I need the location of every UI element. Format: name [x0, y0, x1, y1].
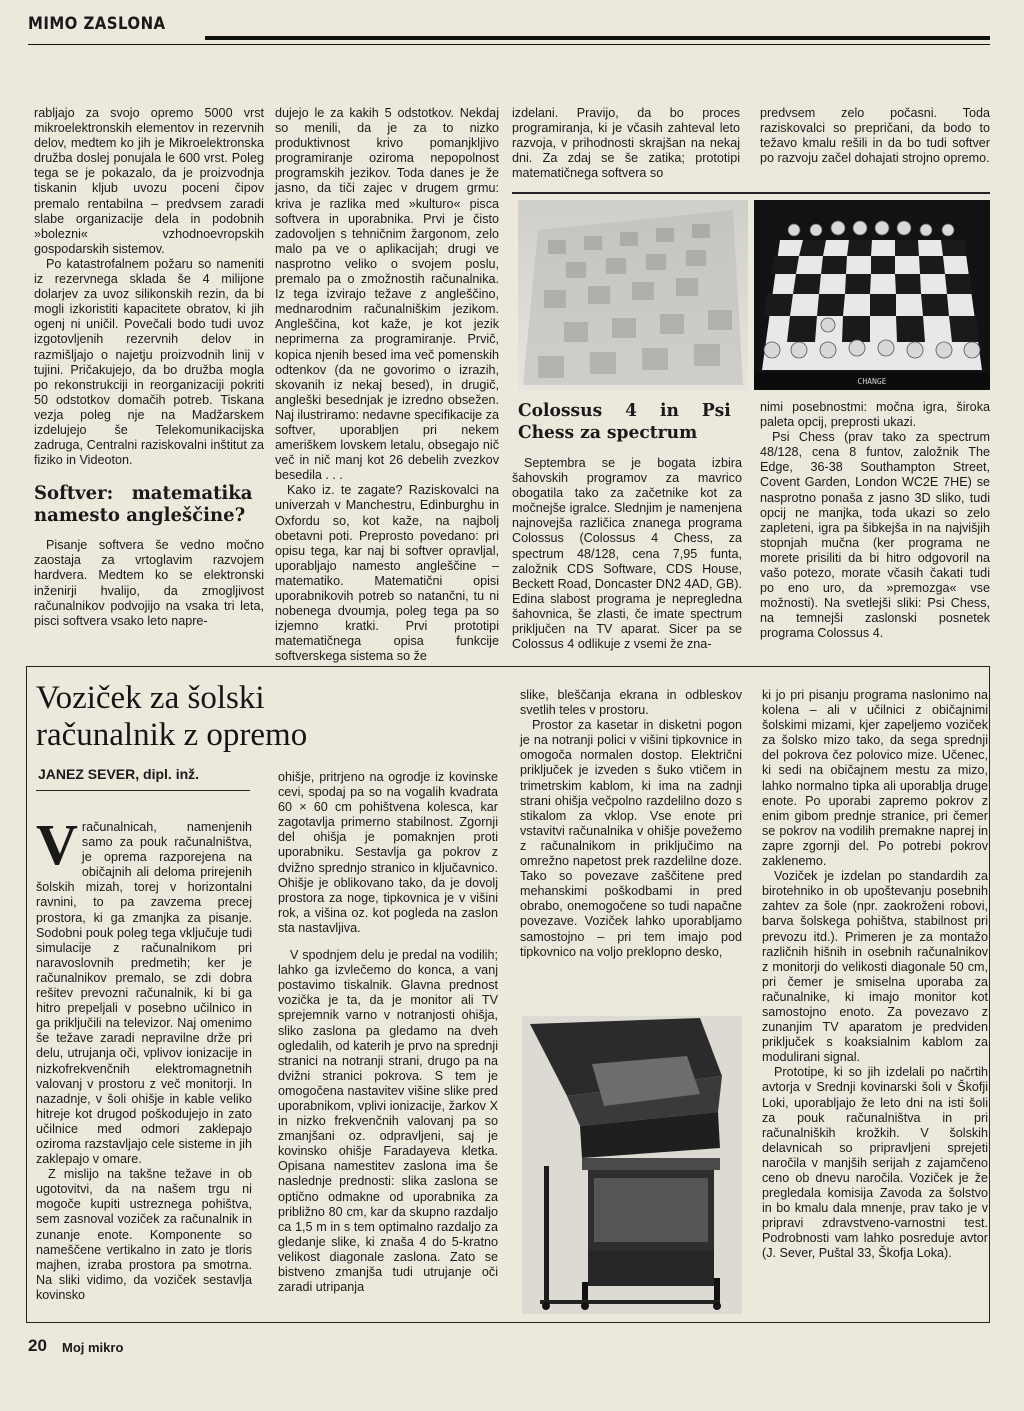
dark-chessboard-image — [754, 200, 990, 390]
colossus-column-continued — [760, 400, 990, 658]
paragraph: izdelani. Pravijo, da bo proces programiranja, ki je včasih zahteval leto razvoja, v prihodnosti skrajšan na nekaj dni. Za zdaj se še zatika; prototipi matematičnega softvera so — [512, 106, 740, 181]
paragraph: slike, bleščanja ekrana in odbleskov svetlih teles v prostoru. — [520, 688, 742, 718]
page-number: 20 — [28, 1336, 47, 1355]
top-column-4 — [760, 106, 990, 184]
paragraph: Septembra se je bogata izbira šahovskih programov za mavrico obogatila tako za začetnike kot za močnejše igralce. Slednjim je namenjena najnovejša različica znanega programa Colossus (Colossus 4 Chess, za spectrum 48/128, cena 7,95 funta, založnik CDS Software, CDS House, Beckett Road, Doncaster DN2 4AD, GB). Edina slabost programa je nepregledna šahovnica, še zlasti, če imate spectrum priključen na TV aparat. Sicer pa se Colossus 4 odlikuje z vsemi že zna- — [512, 456, 742, 652]
paragraph: dujejo le za kakih 5 odstotkov. Nekdaj so menili, da je za to nizko produktivnost krivo pomanjkljivo programiranje oziroma nepopolnost programskih jezikov. Toda danes je že jasno, da tiči zajec v drugem grmu: kriva je razlika med »kulturo« pisca softvera in uporabnika. Prvi je čisto zadovoljen s tehničnim žargonom, zelo malo pa ve o aplikacijah; drugi ve nasprotno veliko o svojem poslu, premalo pa o zmožnostih računalnika. Iz tega izvirajo težave z angleščino, mednarodnim računalniškim jezikom. Angleščina, kot kaže, je kot jezik neprimerna za programiranje. Prvič, kopica njenih besed ima več pomenskih odtenkov (da ne govorimo o izrazih, skovanih iz nekaj besed), in drugič, angleški besednjak je izredno obsežen. Naj ilustriramo: nedavne specifikacije za softver, uporabljen pri nekem ameriškem lovskem letalu, obsegajo nič več in nič manj kot 26 debelih zvezkov besedila . . . — [275, 106, 499, 483]
colossus-4-screenshot — [754, 200, 990, 390]
top-column-1 — [34, 106, 264, 654]
article-title-line2: računalnik z opremo — [36, 717, 308, 753]
box-top-rule — [512, 192, 990, 194]
paragraph: Prototipe, ki so jih izdelali po načrtih avtorja v Srednji kovinarski šoli v Škofji Loki, uporabljajo že leto dni na isti šoli za pouk računalništva in pri računalniških krožkih. V šolskih delavnicah so pripravljeni sprejeti naročila v manjših serijah z zajamčeno ceno ob dnevu naročila. Voziček je že pregledala komisija Zavoda za šolstvo in bo kmalu dala mnenje, prav tako je v pripravi zdravstveno-varnostni test. Podrobnosti vam lahko posreduje avtor (J. Sever, Puštal 33, Škofja Loka). — [762, 1065, 988, 1261]
top-column-2 — [275, 106, 499, 664]
article-column-4 — [762, 688, 988, 1316]
article-column-2 — [278, 770, 498, 1314]
section-title: MIMO ZASLONA — [28, 14, 166, 34]
paragraph: nimi posebnostmi: močna igra, široka paleta opcij, preprosti ukazi. — [760, 400, 990, 430]
paragraph: ohišje, pritrjeno na ogrodje iz kovinske cevi, spodaj pa so na vogalih kvadrata 60 × 60 cm pohištvena kolesca, kar zagotavlja primerno stabilnost. Zgornji del ohišja je pomaknjen proti uporabniku. Sestavlja ga pokrov z dvižno sprednjo stranico in ključavnico. Ohišje je oblikovano tako, da je dovolj prostora za noge, tipkovnica je v višini rok, a višina oz. kot pogleda na zaslon sta nastavljiva. — [278, 770, 498, 935]
article-column-3 — [520, 688, 742, 1008]
softver-heading: Softver: matematika namesto angleščine? — [34, 482, 253, 527]
dropcap: V — [36, 812, 78, 877]
byline-rule — [36, 790, 250, 791]
article-title — [36, 680, 366, 754]
paragraph: predvsem zelo počasni. Toda raziskovalci so prepričani, da bodo to težavo kmalu rešili in da bo tudi softver po razvoju začel dohajati strojno opremo. — [760, 106, 990, 166]
cart-illustration — [522, 1016, 742, 1314]
paragraph — [36, 812, 252, 1167]
colossus-column — [512, 400, 742, 658]
paragraph-text: računalnicah, namenjenih samo za pouk računalništva, je oprema razporejena na običajnih ali deloma prirejenih šolskih mizah, torej v horizontalni ravnini, to pa zavzema precej prostora, ki ga zmanjka za pisanje. Sodobni pouk poleg tega vključuje tudi simulacije z računalnikom pri naravoslovnih predmetih; ker je računalnikov premalo, se zdi dobra rešitev prevozni računalnik, ki bi ga hitro prepeljali v posebno učilnico in ga priključili na televizor. Naj omenimo še težave zaradi nepravilne drže pri delu, utrujanja oči, vplivov ionizacije in nizkofrekvenčnih elektromagnetnih valovanj v prostoru z več monitorji. In nazadnje, v šoli ohišje in kable veliko hitreje kot drugod poškodujejo in zato učilnice med odmori zaklepajo oziroma razstavljajo cele sisteme in jih zaklepajo v omare. — [36, 820, 252, 1167]
paragraph: Po katastrofalnem požaru so nameniti iz rezervnega sklada še 4 milijone dolarjev za uvoz silikonskih rezin, da bi mogli izkoristiti kapacitete obratov, ki jih ogenj ni uničil. Povečali bodo tudi uvoz izgotovljenih rezervnih delov in razmišljajo o najetju proizvodnih linij v tujini. Pričakujejo, da bo družba mogla po rekonstrukciji in reorganizaciji pokriti 50 odstotkov domačih potreb. Tiskana vezja poleg nje na Madžarskem izdelujejo še Telekomunikacijska zadruga, Centralni raziskovalni inštitut za fiziko in Videoton. — [34, 256, 264, 468]
paragraph: ki jo pri pisanju programa naslonimo na kolena – ali v učilnici z običajnimi šolskimi mizami, kjer zapeljemo voziček za šolsko mizo tako, da sega sprednji del pokrova čez polovico mize. Učenec, ki sedi na običajnem mestu za mizo, lahko normalno tipka ali uporablja druge enote. Po uporabi zapremo pokrov z enim gibom prednje stranice, pri čemer se pokrov na vodilih premakne naprej in zapre zgornji del. Po potrebi pokrov zaklenemo. — [762, 688, 988, 869]
top-column-3 — [512, 106, 740, 184]
article-title-line1: Voziček za šolski — [36, 680, 265, 716]
article-column-1 — [36, 812, 252, 1312]
paragraph: Voziček je izdelan po standardih za birotehniko in ob upoštevanju posebnih zahtev za šole (npr. zaokroženi robovi, barva šolskega pohištva, stabilnost pri prevozu itd.). Primeren je za montažo različnih hišnih in osebnih računalnikov z monitorji do velikosti diagonale 50 cm, pri čemer je smiselna uporaba za računalnike, ki imajo monitor kot samostojno enoto. Za povezavo z zunanjim TV aparatom je predviden priključek s koaksialnim kablom za modulirani signal. — [762, 869, 988, 1065]
article-byline: JANEZ SEVER, dipl. inž. — [38, 766, 200, 782]
paragraph: Z mislijo na takšne težave in ob ugotovitvi, da na našem trgu ni mogoče kupiti ustreznega pohištva, sem zasnoval voziček za računalnik in zunanje enote. Komponente so nameščene vertikalno in zato je tloris majhen, izraba prostora pa smotrna. Na sliki vidimo, da voziček sestavlja kovinsko — [36, 1167, 252, 1302]
paragraph: Pisanje softvera še vedno močno zaostaja za vrtoglavim razvojem hardvera. Medtem ko se elektronski inženirji hvalijo, da zmogljivost računalnikov podvojijo na vsaka tri leta, pisci softvera vsako leto napre- — [34, 538, 264, 628]
paragraph: Prostor za kasetar in disketni pogon je na notranji polici v višini tipkovnice in omogoča normalen dostop. Električni priključek je izveden s šuko vtičem in trimetrskim kablom, ki ima na zadnji strani ohišja večpolno razdelilno dozo s stikalom za vklop. Vse enote pri vstavitvi računalnika v ohišje povežemo z računalnikom in priključimo na omrežno napetost prek razdelilne doze. Tako so povezave zaščitene pred mehanskimi poškodbami in pred obrabo, onemogočene so tudi napačne povezave. Voziček lahko uporabljamo samostojno – pri tem imajo pod tipkovnico na voljo preklopno desko, — [520, 718, 742, 959]
paragraph: rabljajo za svojo opremo 5000 vrst mikroelektronskih elementov in rezervnih delov, medtem ko jih je Mikroelektronska družba doslej ponujala le 600 vrst. Poleg tega se je pokazalo, da je proizvodnja tiskanin kljub uvozu poceni čipov premalo rentabilna – predvsem zaradi slabe organizacije dela in podobnih »bolezni« vzhodnoevropskih gospodarskih sistemov. — [34, 106, 264, 256]
paragraph: V spodnjem delu je predal na vodilih; lahko ga izvlečemo do konca, a vanj postavimo tiskalnik. Glavna prednost vozička je ta, da je monitor ali TV sprejemnik varno v notranjosti ohišja, sliko zaslona pa gledamo na dveh ogledalih, od katerih je prvo na sprednji stranici na notranji strani, drugo pa na dvižni stranici pokrova. S tem je omogočena nastavitev višine slike pred uporabnikom, vplivi ionizacije, žarkov X in nizko frekvenčnih valovanj pa so zmanjšani oz. odpravljeni, saj je kovinsko ohišje Faradayeva kletka. Opisana namestitev zaslona ima še naslednje prednosti: slika zaslona se optično odmakne od uporabnika za približno 80 cm, kar da skupno razdaljo ca 1,5 m in s tem optimalno razdaljo za gledanje slike, ki znaša 4 do 5-kratno velikost diagonale zaslona. Zato se bistveno zmanjša tudi utrujanje oči zaradi utripanja — [278, 948, 498, 1295]
magazine-name: Moj mikro — [62, 1340, 124, 1355]
colossus-heading: Colossus 4 in Psi Chess za spectrum — [518, 400, 731, 443]
light-chessboard-image — [518, 200, 748, 390]
paragraph: Kako iz. te zagate? Raziskovalci na univerzah v Manchestru, Edinburghu in Oxfordu so, kot kaže, na najbolj obetavni poti. Preprosto povedano: pri opisu tega, kar naj bi softver opravljal, uporabljajo namesto angleščine – matematiko. Matematični opisi uporabnikovih potreb so natančni, tu ni nobenega dvoumja, poleg tega pa so izjemno kratki. Prvi prototipi matematičnega opisa funkcije softverskega sistema so že — [275, 483, 499, 664]
header-thin-rule — [28, 44, 990, 45]
header-rule — [205, 36, 990, 40]
psi-chess-screenshot — [518, 200, 748, 390]
paragraph: Psi Chess (prav tako za spectrum 48/128, cena 8 funtov, založnik The Edge, 36-38 Southampton Street, Covent Garden, London WC2E 7HE) se nasprotno ponaša z jasno 3D sliko, tudi opcij ne manjka, toda ukazi so zelo zapleteni, igra pa šibkejša in na najvišjih stopnjah mučna (ker programa ne morete prisiliti da bi hitro odgovoril na vašo potezo, morate včasih čakati tudi po eno uro, da »premozga« vse možnosti). Na svetlejši sliki: Psi Chess, na temnejši zaslonski posnetek programa Colossus 4. — [760, 430, 990, 641]
computer-cart-photo — [522, 1016, 742, 1314]
chess-status-text: CHANGE — [857, 377, 887, 386]
